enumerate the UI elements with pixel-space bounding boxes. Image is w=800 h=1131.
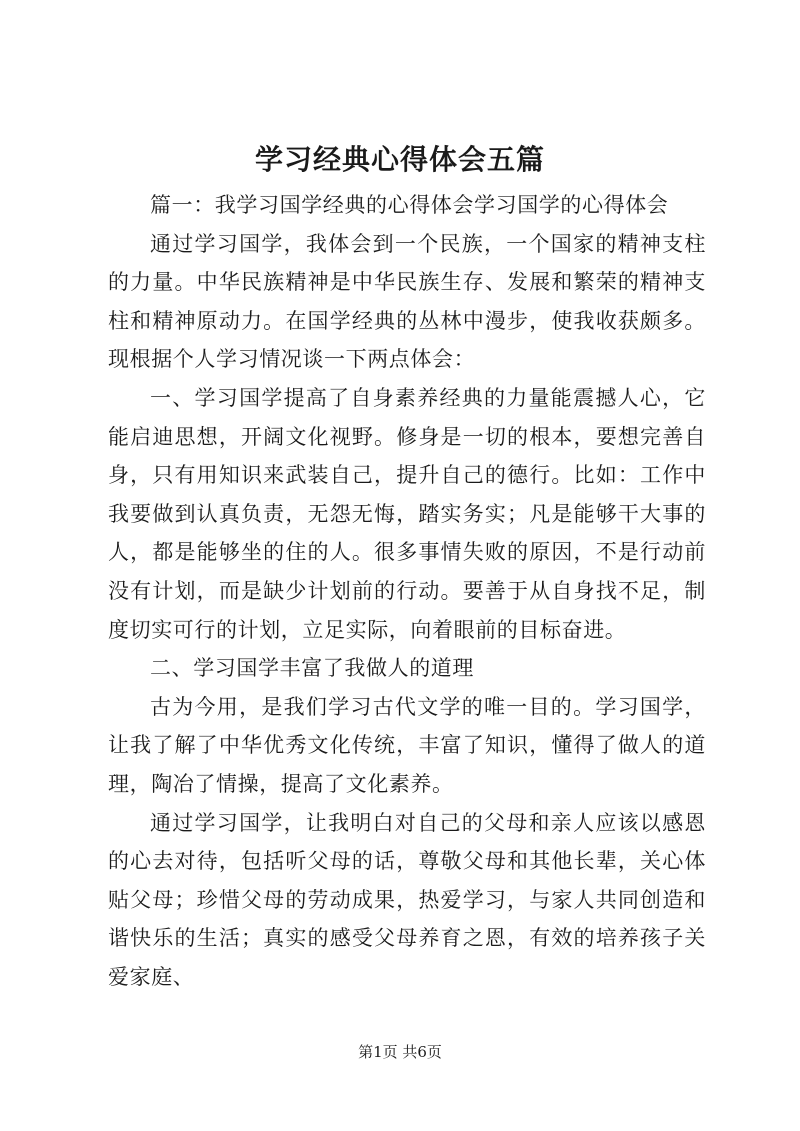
paragraph-ancient-for-today: 古为今用，是我们学习古代文学的唯一目的。学习国学，让我了解了中华优秀文化传统，丰富了知识，懂得了做人的道理，陶冶了情操，提高了文化素养。 xyxy=(108,694,706,796)
paragraph-heading-part-one: 篇一：我学习国学经典的心得体会学习国学的心得体会 xyxy=(150,193,669,217)
paragraph-gratitude: 通过学习国学，让我明白对自己的父母和亲人应该以感恩的心去对待，包括听父母的话，尊敬父母和其他长辈，关心体贴父母；珍惜父母的劳动成果，热爱学习，与家人共同创造和谐快乐的生活；真实的感受父母养育之恩，有效的培养孩子关爱家庭、 xyxy=(108,810,706,989)
document-body xyxy=(108,186,706,996)
paragraph-intro: 通过学习国学，我体会到一个民族，一个国家的精神支柱的力量。中华民族精神是中华民族生存、发展和繁荣的精神支柱和精神原动力。在国学经典的丛林中漫步，使我收获颇多。现根据个人学习情况谈一下两点体会： xyxy=(108,231,706,372)
paragraph-point-two-heading: 二、学习国学丰富了我做人的道理 xyxy=(150,656,474,681)
paragraph-point-one: 一、学习国学提高了自身素养经典的力量能震撼人心，它能启迪思想，开阔文化视野。修身是一切的根本，要想完善自身，只有用知识来武装自己，提升自己的德行。比如：工作中我要做到认真负责，无怨无悔，踏实务实；凡是能够干大事的人，都是能够坐的住的人。很多事情失败的原因，不是行动前没有计划，而是缺少计划前的行动。要善于从自身找不足，制度切实可行的计划，立足实际，向着眼前的目标奋进。 xyxy=(108,385,706,642)
document-title: 学习经典心得体会五篇 xyxy=(254,143,545,176)
page-number-footer: 第1页 共6页 xyxy=(358,1043,442,1061)
